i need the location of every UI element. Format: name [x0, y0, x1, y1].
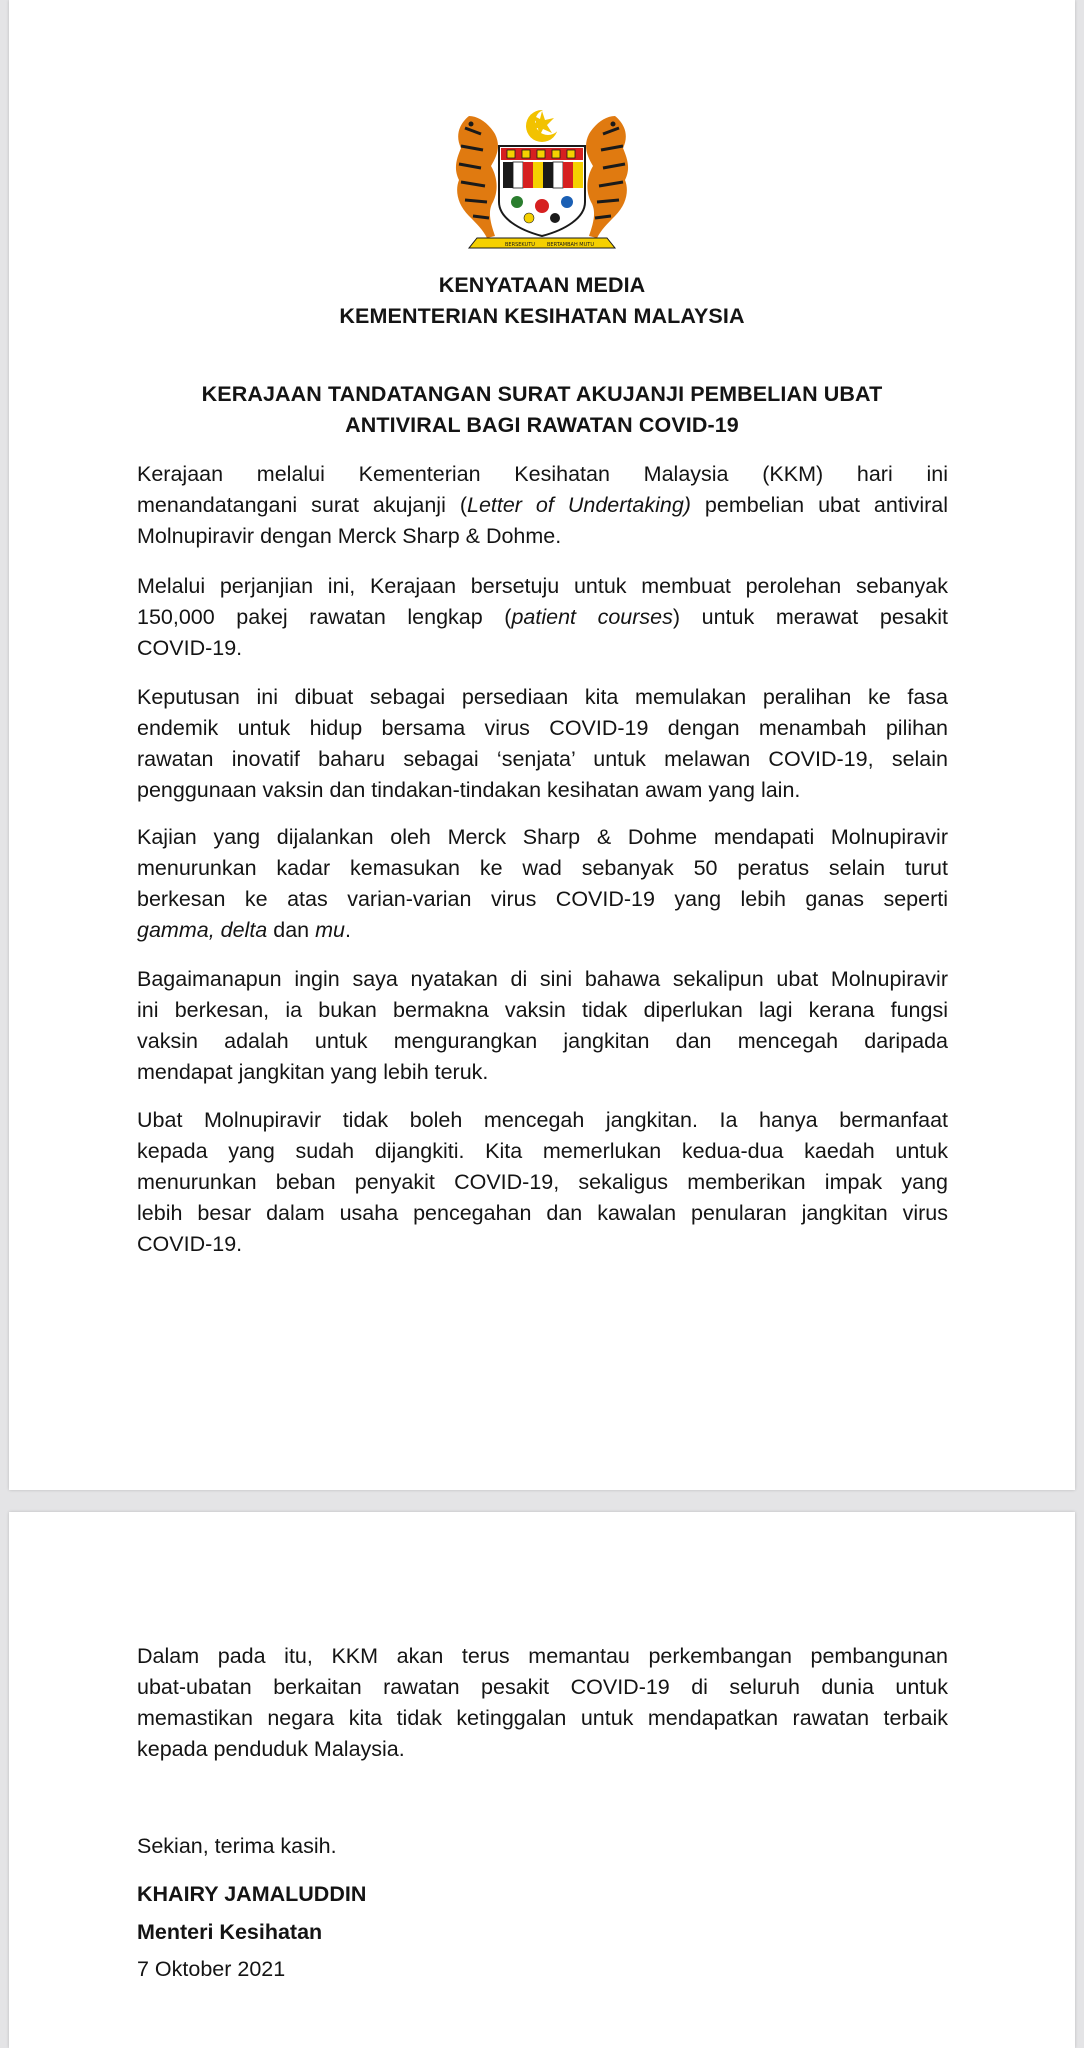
crest-motto-right: BERTAMBAH MUTU — [547, 242, 594, 248]
paragraph-7-line-4: kepada penduduk Malaysia. — [137, 1737, 405, 1761]
paragraph-6 — [137, 1105, 948, 1260]
closing-salutation: Sekian, terima kasih. — [137, 1834, 337, 1858]
paragraph-5-line-1: Bagaimanapun ingin saya nyatakan di sini bahawa sekalipun ubat Molnupiravir — [137, 967, 948, 991]
paragraph-7-line-3: memastikan negara kita tidak ketinggalan untuk mendapatkan rawatan terbaik — [137, 1706, 948, 1730]
motto-scroll-icon — [469, 238, 615, 248]
paragraph-2-line-1: Melalui perjanjian ini, Kerajaan bersetuju untuk membuat perolehan sebanyak — [137, 574, 948, 598]
paragraph-1-line-3: Molnupiravir dengan Merck Sharp & Dohme. — [137, 524, 562, 548]
paragraph-4-text: . — [344, 918, 351, 942]
left-tiger-icon — [456, 116, 498, 238]
press-title — [0, 379, 1084, 441]
paragraph-1-line-2 — [137, 490, 948, 521]
crest-motto-left: BERSEKUTU — [505, 242, 535, 248]
paragraph-4-text: dan — [267, 918, 316, 942]
paragraph-5-line-4: mendapat jangkitan yang lebih teruk. — [137, 1060, 489, 1084]
paragraph-6-line-5: COVID-19. — [137, 1232, 243, 1256]
paragraph-4-line-2: menurunkan kadar kemasukan ke wad sebanyak 50 peratus selain turut — [137, 856, 948, 880]
signatory-position: Menteri Kesihatan — [137, 1920, 323, 1944]
paragraph-3-line-2: endemik untuk hidup bersama virus COVID-19 dengan menambah pilihan — [137, 716, 948, 740]
shield-icon — [499, 146, 585, 236]
paragraph-2-text: 150,000 pakej rawatan lengkap ( — [137, 605, 512, 629]
paragraph-7 — [137, 1641, 948, 1765]
paragraph-4-line-4 — [137, 915, 948, 946]
statement-date: 7 Oktober 2021 — [137, 1957, 286, 1981]
paragraph-2-italic: patient courses — [511, 605, 673, 629]
paragraph-1-italic: Letter of Undertaking) — [466, 493, 691, 517]
paragraph-5-line-2: ini berkesan, ia bukan bermakna vaksin tidak diperlukan lagi kerana fungsi — [137, 998, 948, 1022]
paragraph-6-line-4: lebih besar dalam usaha pencegahan dan kawalan penularan jangkitan virus — [137, 1201, 948, 1225]
paragraph-2-line-3: COVID-19. — [137, 636, 243, 660]
paragraph-5-line-3: vaksin adalah untuk mengurangkan jangkitan dan mencegah daripada — [137, 1029, 948, 1053]
paragraph-1-text: pembelian ubat antiviral — [690, 493, 948, 517]
paragraph-7-line-1: Dalam pada itu, KKM akan terus memantau perkembangan pembangunan — [137, 1644, 948, 1668]
paragraph-7-line-2: ubat-ubatan berkaitan rawatan pesakit COVID-19 di seluruh dunia untuk — [137, 1675, 948, 1699]
right-tiger-icon — [586, 116, 628, 238]
paragraph-2-text: ) untuk merawat pesakit — [672, 605, 948, 629]
title-line-1: KERAJAAN TANDATANGAN SURAT AKUJANJI PEMBELIAN UBAT — [201, 382, 883, 406]
press-header — [0, 270, 1084, 332]
paragraph-6-line-2: kepada yang sudah dijangkiti. Kita memerlukan kedua-dua kaedah untuk — [137, 1139, 948, 1163]
paragraph-6-line-3: menurunkan beban penyakit COVID-19, sekaligus memberikan impak yang — [137, 1170, 948, 1194]
signatory-name: KHAIRY JAMALUDDIN — [137, 1882, 367, 1906]
paragraph-6-line-1: Ubat Molnupiravir tidak boleh mencegah jangkitan. Ia hanya bermanfaat — [137, 1108, 948, 1132]
paragraph-2 — [137, 571, 948, 664]
title-line-2: ANTIVIRAL BAGI RAWATAN COVID-19 — [345, 413, 739, 437]
header-line-1: KENYATAAN MEDIA — [438, 273, 646, 297]
paragraph-1 — [137, 459, 948, 552]
paragraph-5 — [137, 964, 948, 1088]
paragraph-4-italic: mu — [315, 918, 345, 942]
paragraph-4-line-1: Kajian yang dijalankan oleh Merck Sharp & Dohme mendapati Molnupiravir — [137, 825, 948, 849]
paragraph-3 — [137, 682, 948, 806]
paragraph-4 — [137, 822, 948, 946]
paragraph-4-line-3: berkesan ke atas varian-varian virus COVID-19 yang lebih ganas seperti — [137, 887, 948, 911]
paragraph-1-line-1: Kerajaan melalui Kementerian Kesihatan Malaysia (KKM) hari ini — [137, 462, 948, 486]
paragraph-3-line-1: Keputusan ini dibuat sebagai persediaan kita memulakan peralihan ke fasa — [137, 685, 948, 709]
star-crescent-icon — [526, 109, 561, 142]
paragraph-3-line-3: rawatan inovatif baharu sebagai ‘senjata’ untuk melawan COVID-19, selain — [137, 747, 948, 771]
paragraph-3-line-4: penggunaan vaksin dan tindakan-tindakan kesihatan awam yang lain. — [137, 778, 801, 802]
paragraph-4-italic: gamma, delta — [137, 918, 268, 942]
paragraph-2-line-2 — [137, 602, 948, 633]
paragraph-1-text: menandatangani surat akujanji ( — [137, 493, 467, 517]
header-line-2: KEMENTERIAN KESIHATAN MALAYSIA — [339, 304, 745, 328]
malaysia-coat-of-arms-icon — [447, 106, 637, 256]
